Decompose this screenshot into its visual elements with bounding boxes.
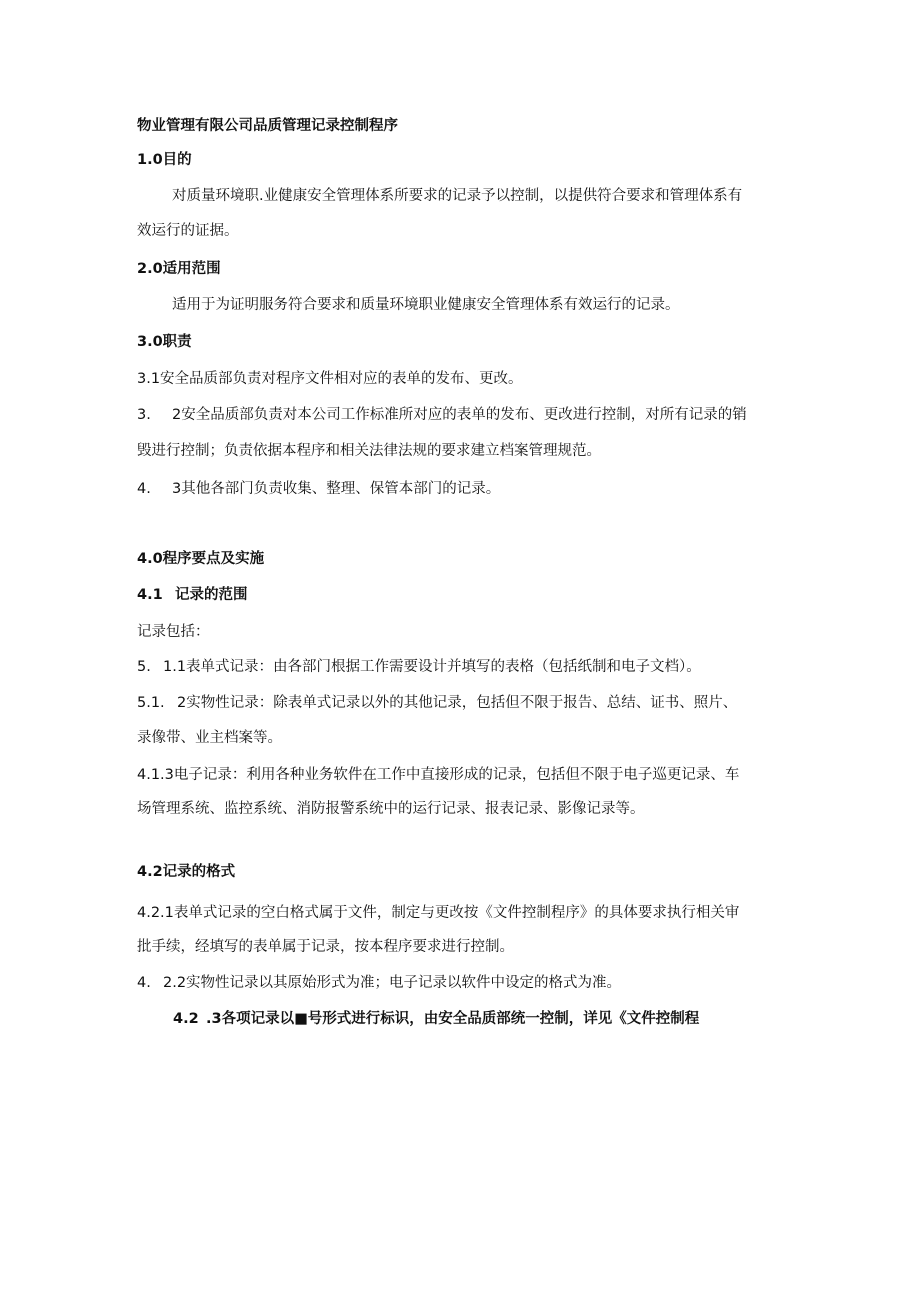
section-1-paragraph-line: 对质量环境职.业健康安全管理体系所要求的记录予以控制，以提供符合要求和管理体系有 bbox=[172, 188, 743, 204]
section-4-1-item-2 bbox=[137, 693, 737, 713]
item-text: 1.1表单式记录：由各部门根据工作需要设计并填写的表格（包括纸制和电子文档）。 bbox=[163, 659, 701, 675]
section-2-paragraph: 适用于为证明服务符合要求和质量环境职业健康安全管理体系有效运行的记录。 bbox=[172, 297, 680, 313]
section-number: 4.1 bbox=[137, 587, 163, 603]
section-3-item-1: 3.1安全品质部负责对程序文件相对应的表单的发布、更改。 bbox=[137, 371, 523, 387]
item-number: 3. bbox=[137, 407, 151, 423]
section-title: 记录的范围 bbox=[175, 587, 248, 603]
item-number: 5.1. bbox=[137, 695, 165, 711]
section-4-2-item-1-continued: 批手续，经填写的表单属于记录，按本程序要求进行控制。 bbox=[137, 939, 514, 955]
item-number: 4. bbox=[137, 481, 151, 497]
section-4-heading: 4.0程序要点及实施 bbox=[137, 551, 265, 567]
section-4-2-item-3 bbox=[173, 1009, 699, 1029]
section-4-2-item-1: 4.2.1表单式记录的空白格式属于文件，制定与更改按《文件控制程序》的具体要求执行相关审 bbox=[137, 905, 740, 921]
section-4-1-item-3: 4.1.3电子记录：利用各种业务软件在工作中直接形成的记录，包括但不限于电子巡更记录、车 bbox=[137, 767, 740, 783]
section-4-1-intro: 记录包括： bbox=[137, 624, 210, 640]
item-text: 2安全品质部负责对本公司工作标准所对应的表单的发布、更改进行控制，对所有记录的销 bbox=[172, 407, 747, 423]
section-2-heading: 2.0适用范围 bbox=[137, 261, 221, 277]
section-4-1-heading bbox=[137, 585, 248, 605]
item-text: 2实物性记录：除表单式记录以外的其他记录，包括但不限于报告、总结、证书、照片、 bbox=[177, 695, 738, 711]
section-1-heading: 1.0目的 bbox=[137, 152, 192, 168]
section-4-2-heading: 4.2记录的格式 bbox=[137, 864, 236, 880]
item-text: 3其他各部门负责收集、整理、保管本部门的记录。 bbox=[172, 481, 501, 497]
section-1-paragraph-line: 效运行的证据。 bbox=[137, 223, 239, 239]
section-3-heading: 3.0职责 bbox=[137, 334, 192, 350]
section-4-2-item-2 bbox=[137, 973, 621, 993]
section-4-1-item-3-continued: 场管理系统、监控系统、消防报警系统中的运行记录、报表记录、影像记录等。 bbox=[137, 801, 645, 817]
document-title: 物业管理有限公司品质管理记录控制程序 bbox=[137, 118, 398, 134]
item-text: .3各项记录以■号形式进行标识，由安全品质部统一控制，详见《文件控制程 bbox=[206, 1011, 700, 1027]
section-3-item-2-continued: 毁进行控制；负责依据本程序和相关法律法规的要求建立档案管理规范。 bbox=[137, 443, 601, 459]
item-number: 4.2 bbox=[173, 1011, 199, 1027]
section-4-1-item-1 bbox=[137, 657, 701, 677]
section-4-1-item-2-continued: 录像带、业主档案等。 bbox=[137, 730, 282, 746]
section-3-item-3 bbox=[137, 479, 500, 499]
item-number: 4. bbox=[137, 975, 151, 991]
section-3-item-2 bbox=[137, 405, 747, 425]
item-number: 5. bbox=[137, 659, 151, 675]
item-text: 2.2实物性记录以其原始形式为准；电子记录以软件中设定的格式为准。 bbox=[163, 975, 622, 991]
